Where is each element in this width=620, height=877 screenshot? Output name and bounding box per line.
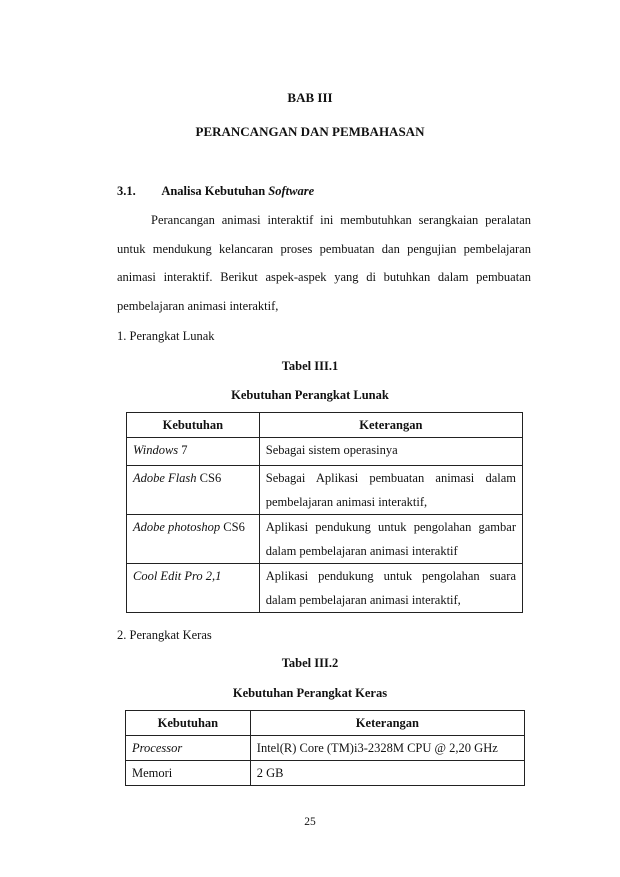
table-cell-desc: 2 GB (250, 761, 524, 786)
software-table (126, 412, 523, 613)
table-header-need: Kebutuhan (126, 711, 251, 736)
table-header-row (127, 413, 523, 438)
list-item-software: 1. Perangkat Lunak (117, 329, 215, 343)
page-number: 25 (304, 816, 316, 828)
table-row (127, 564, 523, 613)
table-cell-need: Processor (126, 736, 251, 761)
table-cell-desc: Intel(R) Core (TM)i3-2328M CPU @ 2,20 GHz (250, 736, 524, 761)
table-cell-desc: Sebagai sistem operasinya (259, 438, 522, 466)
table-cell-need: Windows 7 (127, 438, 260, 466)
table-1-number: Tabel III.1 (281, 359, 339, 373)
table-row (126, 761, 525, 786)
table-header-desc: Keterangan (259, 413, 522, 438)
table-row (126, 736, 525, 761)
table-row (127, 466, 523, 515)
list-item-hardware: 2. Perangkat Keras (117, 628, 212, 642)
table-cell-desc: Aplikasi pendukung untuk pengolahan gambar dalam pembelajaran animasi interaktif (259, 515, 522, 564)
chapter-title: PERANCANGAN DAN PEMBAHASAN (195, 124, 425, 139)
section-title-italic: Software (268, 184, 315, 198)
table-header-row (126, 711, 525, 736)
table-header-need: Kebutuhan (127, 413, 260, 438)
hardware-table (125, 710, 525, 786)
paragraph-line-1: Perancangan animasi interaktif ini membutuhkan serangkaian peralatan (151, 213, 531, 227)
paragraph-line-4: pembelajaran animasi interaktif, (117, 299, 279, 313)
section-title: Analisa Kebutuhan (161, 184, 269, 198)
table-row (127, 438, 523, 466)
table-2-title: Kebutuhan Perangkat Keras (232, 686, 388, 700)
table-row (127, 515, 523, 564)
section-heading (117, 184, 314, 199)
table-1-title: Kebutuhan Perangkat Lunak (231, 388, 389, 402)
table-cell-desc: Aplikasi pendukung untuk pengolahan suara dalam pembelajaran animasi interaktif, (259, 564, 522, 613)
table-2-number: Tabel III.2 (281, 656, 339, 670)
paragraph-line-3: animasi interaktif. Berikut aspek-aspek yang di butuhkan dalam pembuatan (117, 270, 531, 284)
table-header-desc: Keterangan (250, 711, 524, 736)
table-cell-desc: Sebagai Aplikasi pembuatan animasi dalam pembelajaran animasi interaktif, (259, 466, 522, 515)
section-number: 3.1. (117, 184, 136, 198)
table-cell-need: Memori (126, 761, 251, 786)
table-cell-need: Cool Edit Pro 2,1 (127, 564, 260, 613)
chapter-number: BAB III (287, 90, 333, 105)
paragraph-line-2: untuk mendukung kelancaran proses pembuatan dan pengujian pembelajaran (117, 242, 531, 256)
table-cell-need: Adobe Flash CS6 (127, 466, 260, 515)
table-cell-need: Adobe photoshop CS6 (127, 515, 260, 564)
